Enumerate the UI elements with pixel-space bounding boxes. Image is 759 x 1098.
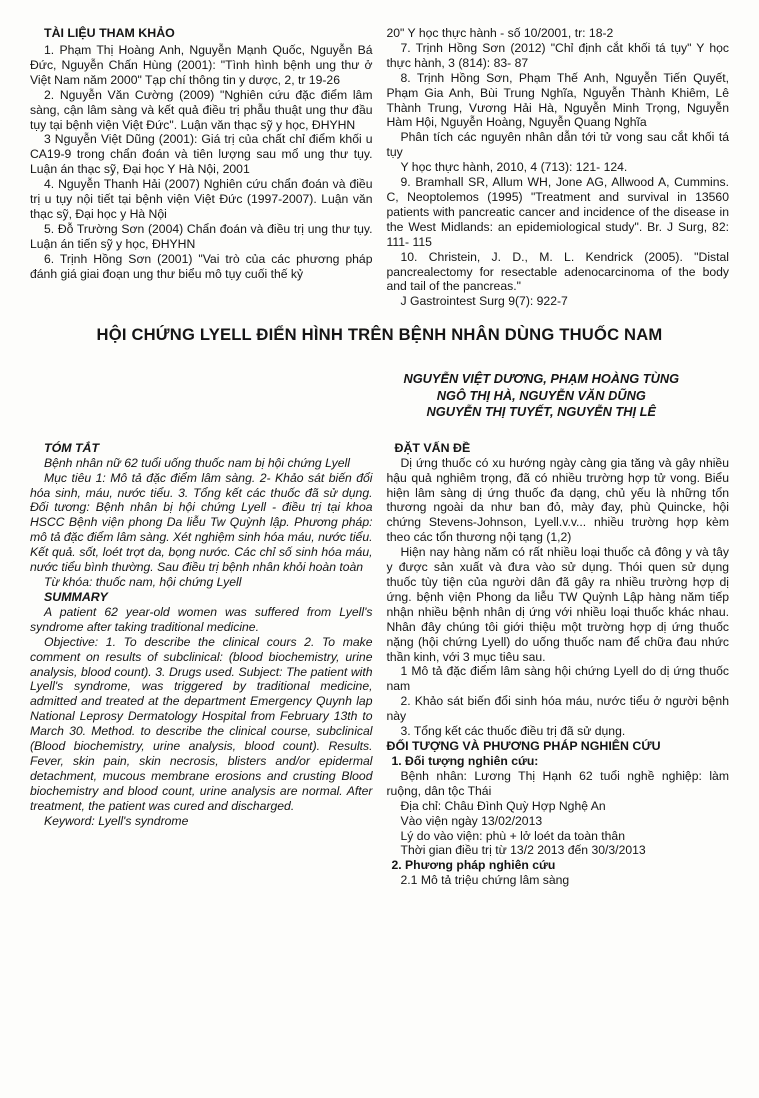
abstract-paragraph: Mục tiêu 1: Mô tả đặc điểm lâm sàng. 2- Khảo sát biến đổi hóa sinh, máu, nước tiểu. 3. Tổng kết các thuốc đã sử dụng. Đối tương: Bệnh nhân bị hội chứng Lyell - điều trị tại khoa HSCC Bệnh viện phong Da liễu Tw Quỳnh lập. Phương pháp: mô tả đặc điểm lâm sàng. Xét nghiệm sinh hóa máu, nước tiểu. Kết quả. sốt, loét trợt da, bọng nước. Các chỉ số sinh hóa máu, nước tiểu bình thường. Sau điều trị bệnh nhân khỏi hoàn toàn xyxy=(30,470,373,575)
reference-item: 3 Nguyễn Việt Dũng (2001): Giá trị của chất chỉ điểm khối u CA19-9 trong chẩn đoán và tiên lượng sau mổ ung thư tụy. Luận án thạc sỹ, Đại học Y Hà Nội, 2001 xyxy=(30,132,373,177)
subject-line: Bệnh nhân: Lương Thị Hạnh 62 tuổi nghề nghiệp: làm ruộng, dân tộc Thái xyxy=(386,768,729,798)
references-heading: TÀI LIỆU THAM KHẢO xyxy=(44,26,175,40)
subject-line: Vào viện ngày 13/02/2013 xyxy=(400,813,543,828)
objective-item: 1 Mô tả đặc điểm lâm sàng hội chứng Lyell do dị ứng thuốc nam xyxy=(386,664,729,694)
keywords-en: Keyword: Lyell's syndrome xyxy=(44,813,189,828)
author-line: NGUYỄN THỊ TUYẾT, NGUYỄN THỊ LÊ xyxy=(426,404,656,420)
reference-item: 2. Nguyễn Văn Cường (2009) "Nghiên cứu đặc điểm lâm sàng, cận lâm sàng và kết quả điều trị phẫu thuật ung thư đầu tụy tại bệnh viện Việt Đức". Luận văn thạc sỹ y học, ĐHYHN xyxy=(30,87,373,132)
author-line: NGÔ THỊ HÀ, NGUYỄN VĂN DŨNG xyxy=(436,387,646,403)
subject-line: Thời gian điều trị từ 13/2 2013 đến 30/3/2013 xyxy=(400,843,646,858)
reference-item: 1. Phạm Thị Hoàng Anh, Nguyễn Mạnh Quốc, Nguyễn Bá Đức, Nguyễn Chấn Hùng (2001): "Tình hình bệnh ung thư ở Việt Nam năm 2000" Tạp chí thông tin y dược, 2, tr 19-26 xyxy=(30,43,373,87)
abstract-heading-vi: TÓM TẮT xyxy=(44,440,100,455)
reference-item: Y học thực hành, 2010, 4 (713): 121- 124. xyxy=(400,160,628,175)
introduction-heading: ĐẶT VẤN ĐỀ xyxy=(394,440,471,455)
author-block xyxy=(360,371,723,421)
reference-item: Phân tích các nguyên nhân dẫn tới tử vong sau cắt khối tá tụy xyxy=(386,130,729,160)
methods-method-heading: 2. Phương pháp nghiên cứu xyxy=(391,858,556,873)
methods-heading: ĐỐI TƯỢNG VÀ PHƯƠNG PHÁP NGHIÊN CỨU xyxy=(386,738,661,753)
objective-item: 3. Tổng kết các thuốc điều trị đã sử dụng. xyxy=(400,724,626,739)
reference-item: 7. Trịnh Hồng Sơn (2012) "Chỉ định cắt khối tá tụy" Y học thực hành, 3 (814): 83- 87 xyxy=(386,40,729,70)
introduction-column xyxy=(387,441,730,889)
summary-paragraph: A patient 62 year-old women was suffered from Lyell's syndrome after taking traditional medicine. xyxy=(30,604,373,634)
references-section xyxy=(30,26,729,309)
keywords-vi: Từ khóa: thuốc nam, hội chứng Lyell xyxy=(44,574,242,589)
objective-item: 2. Khảo sát biến đổi sinh hóa máu, nước tiểu ở người bệnh này xyxy=(386,694,729,724)
reference-item: J Gastrointest Surg 9(7): 922-7 xyxy=(400,294,568,309)
article-title: HỘI CHỨNG LYELL ĐIỂN HÌNH TRÊN BỆNH NHÂN DÙNG THUỐC NAM xyxy=(96,325,663,345)
reference-item: 9. Bramhall SR, Allum WH, Jone AG, Allwood A, Cummins. C, Neoptolemos (1995) "Treatment and survival in 13560 patients with pancreatic cancer and incidence of the disease in the West Midlands: an epidemiological study". Br. J Surg, 82: 111- 115 xyxy=(386,175,729,249)
author-line: NGUYỄN VIỆT DƯƠNG, PHẠM HOÀNG TÙNG xyxy=(403,371,680,387)
abstract-paragraph: Bệnh nhân nữ 62 tuổi uống thuốc nam bị hội chứng Lyell xyxy=(44,455,350,470)
reference-item-continuation: 20" Y học thực hành - số 10/2001, tr: 18-2 xyxy=(386,26,614,40)
reference-item: 10. Christein, J. D., M. L. Kendrick (2005). "Distal pancrealectomy for resectable adenocarcinoma of the body and tail of the pancreas." xyxy=(386,249,729,294)
abstract-heading-en: SUMMARY xyxy=(44,589,108,604)
abstract-column xyxy=(30,441,373,889)
reference-item: 5. Đỗ Trường Sơn (2004) Chẩn đoán và điều trị ung thư tụy. Luận án tiến sỹ y học, ĐHYHN xyxy=(30,221,373,251)
references-right-column xyxy=(387,26,730,309)
summary-paragraph: Objective: 1. To describe the clinical cours 2. To make comment on results of subclinical: (blood biochemistry, urine analysis, blood count). 3. Drugs used. Subject: The patient with Lyell's syndrome, was triggered by traditional medicine, admitted and treated at the department Emergency Quynh lap National Leprosy Dermatology Hospital from February 13th to March 30. Method. to describe the clinical course, subclinical (Blood biochemistry, urine analysis, blood count). Results. Fever, skin pain, skin necrosis, blisters and/or epidermal detachment, mucous membrane erosions and crusting Blood biochemistry and blood count, urine analysis are normal. After treatment, the patient was cured and discharged. xyxy=(30,634,373,813)
references-left-column xyxy=(30,26,373,309)
reference-item: 4. Nguyễn Thanh Hải (2007) Nghiên cứu chẩn đoán và điều trị u tụy nội tiết tại bệnh viện Việt Đức (1997-2007). Luận văn thạc sỹ, Đại học y Hà Nội xyxy=(30,177,373,221)
method-line: 2.1 Mô tả triệu chứng lâm sàng xyxy=(400,873,570,888)
subject-line: Địa chỉ: Châu Đình Quỳ Hợp Nghệ An xyxy=(400,798,606,813)
reference-item: 6. Trịnh Hồng Sơn (2001) "Vai trò của các phương pháp đánh giá giai đoạn ung thư biểu mô tụy cuối thế kỷ xyxy=(30,251,373,281)
methods-subject-heading: 1. Đối tượng nghiên cứu: xyxy=(391,753,539,768)
introduction-paragraph: Dị ứng thuốc có xu hướng ngày càng gia tăng và gây nhiều hậu quả nghiêm trọng, đã có nhiều trường hợp tử vong. Biểu hiện lâm sàng dị ứng thuốc đa dạng, chủ yếu là những tổn thương ngoài da như ban đỏ, mày đay, phù Quincke, hội chứng Stevens-Johnson, Lyell.v.v... nhiều trường hợp kèm theo các tổn thương nội tạng (1,2) xyxy=(386,455,729,545)
reference-item: 8. Trịnh Hồng Sơn, Phạm Thế Anh, Nguyễn Tiến Quyết, Phạm Gia Anh, Bùi Trung Nghĩa, Nguyễn Thành Khiêm, Lê Thành Trung, Vương Hải Hà, Nguyễn Minh Trọng, Nguyễn Hàm Hội, Nguyễn Hoàng, Nguyễn Quang Nghĩa xyxy=(386,70,729,130)
introduction-paragraph: Hiện nay hàng năm có rất nhiều loại thuốc cả đông y và tây y được sản xuất và đưa vào sử dụng. Thói quen sử dụng thuốc tùy tiện của người dân đã gây ra nhiều trường hợp dị ứng. bệnh viện Phong da liễu TW Quỳnh Lập hàng năm tiếp nhận nhiều bệnh nhân dị ứng với nhiều loại thuốc khác nhau. Nhân đây chúng tôi giới thiệu một trường hợp dị ứng thuốc nặng (hội chứng Lyell) do uống thuốc nam để chữa đau nhức thần kinh, với 3 mục tiêu sau. xyxy=(386,545,729,664)
subject-line: Lý do vào viện: phù + lở loét da toàn thân xyxy=(400,828,625,843)
article-body xyxy=(30,441,729,889)
